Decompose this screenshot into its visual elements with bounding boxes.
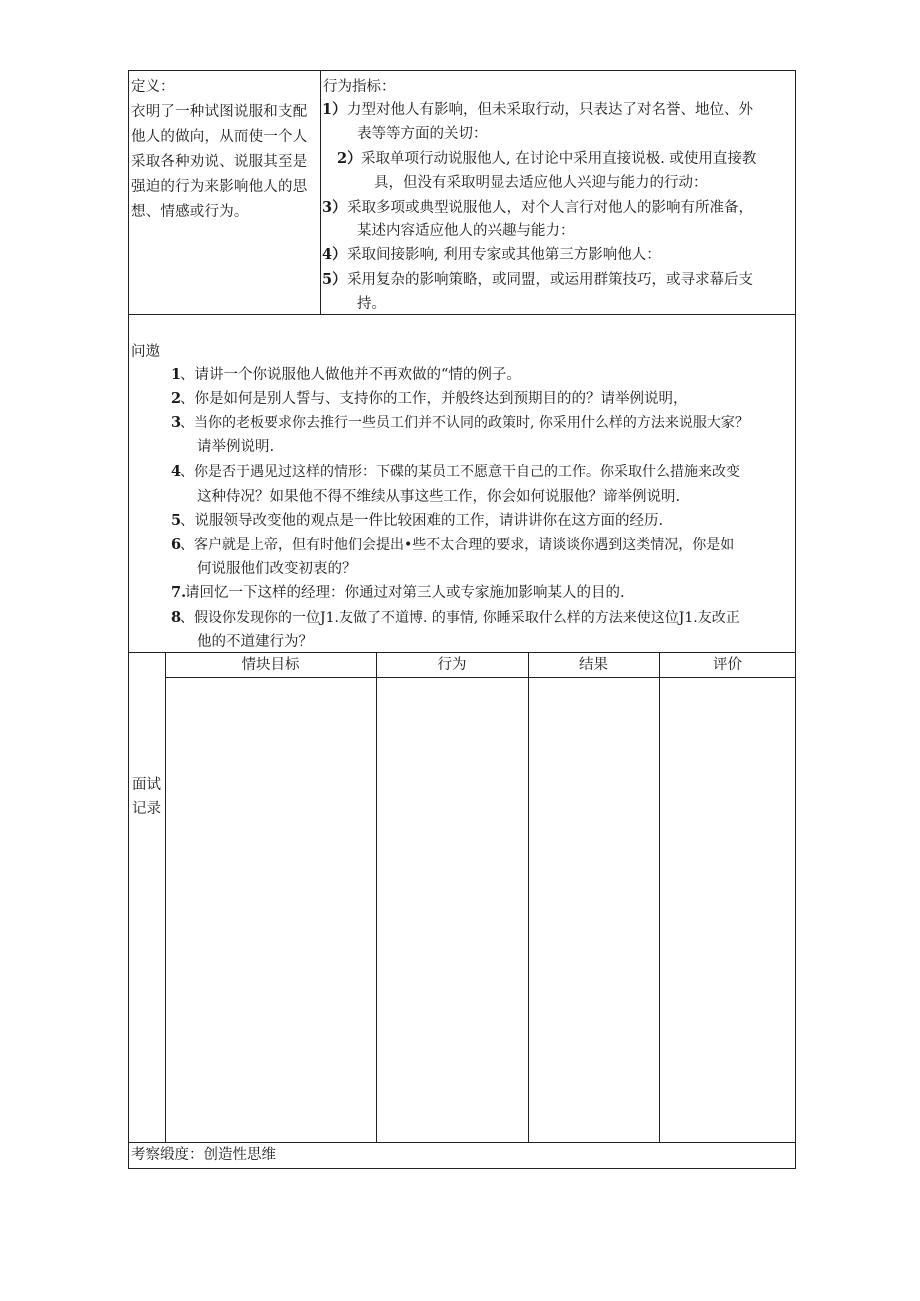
row-divider-definition [128, 314, 796, 315]
indicator-line: 采取单项行动说服他人, 在讨论中采用直接说极. 或使用直接教 [361, 151, 757, 167]
indicator-number: 1） [322, 101, 347, 118]
definition-body: 衣明了一种试图说服和支配他人的做向，从而使一个人采取各种劝说、说服其至是强迫的行为来影响他人的思想、情感或行为。 [131, 104, 308, 220]
record-cell-result[interactable] [529, 678, 658, 1141]
indicator-number: 2） [337, 150, 362, 167]
col-divider-definition [320, 70, 321, 314]
assessment-dimension: 考察缎度：创造性思维 [131, 1147, 276, 1163]
question-text: 、你是否于遇见过这样的情形：下碟的某员工不愿意干自己的工作。你采取什么措施来改变 [180, 464, 740, 480]
indicator-line-cont: 持。 [357, 296, 386, 312]
record-cell-evaluation[interactable] [660, 678, 795, 1141]
indicator-line-cont: 表等等方面的关切： [357, 126, 488, 142]
question-text-cont: 他的不道建行为？ [197, 634, 313, 650]
indicator-number: 3） [322, 199, 347, 216]
record-cell-goal[interactable] [166, 678, 375, 1141]
indicator-line: 采用复杂的影响策略，或同盟，或运用群策技巧，或寻求幕后支 [347, 272, 753, 288]
question-number: 4 [171, 463, 182, 480]
column-header-evaluation: 评价 [713, 657, 742, 673]
record-cell-behavior[interactable] [377, 678, 527, 1141]
indicators-label: 行为指标： [323, 79, 396, 95]
indicator-line: 采取间接影响, 利用专家或其他第三方影响他人： [347, 247, 661, 263]
question-text: 、你是如何是别人誓与、支持你的工作，并般终达到预期目的的？请举例说明， [180, 391, 688, 407]
question-number: 6 [171, 536, 182, 553]
question-text: 、假设你发现你的一位J1.友做了不道博. 的事情, 你睡采取什么样的方法来使这位J1.友改正 [180, 610, 740, 626]
record-label-cont: 记录 [132, 801, 161, 817]
question-number: 5 [171, 512, 182, 529]
question-text: 、请讲一个你说服他人做他并不再欢做的“情的例子。 [180, 367, 521, 383]
question-number: 2 [171, 390, 182, 407]
definition-label: 定义： [131, 79, 175, 95]
indicator-line-cont: 某述内容适应他人的兴趣与能力： [357, 223, 575, 239]
column-header-result: 结果 [579, 657, 608, 673]
indicator-number: 5） [322, 271, 347, 288]
row-divider-questions [128, 652, 796, 653]
record-label: 面试 [132, 777, 161, 793]
indicator-line-cont: 具，但没有采取明显去适应他人兴迎与能力的行动： [374, 175, 708, 191]
question-text: 、客户就是上帝，但有时他们会提出•些不太合理的要求，请谈谈你遇到这类情况，你是如 [180, 537, 735, 553]
question-number: 3 [171, 414, 182, 431]
question-text-cont: 请举例说明. [197, 439, 275, 455]
question-text: 请回忆一下这样的经理：你通过对第三人或专家施加影响某人的目的. [185, 585, 625, 601]
indicator-line: 力型对他人有影响，但未采取行动，只表达了对名誉、地位、外 [347, 102, 753, 118]
question-number: 1 [171, 366, 182, 383]
column-header-behavior: 行为 [437, 657, 467, 673]
question-text: 、当你的老板要求你去推行一些员工们并不认同的政策时, 你采用什么样的方法来说服大家？ [180, 415, 749, 431]
indicator-line: 采取多项或典型说服他人，对个人言行对他人的影响有所准备， [347, 200, 753, 216]
row-divider-record [128, 1142, 796, 1143]
question-text: 、说服领导改变他的观点是一件比较困难的工作，请讲讲你在这方面的经历. [180, 513, 664, 529]
column-header-goal: 情块目标 [241, 657, 300, 673]
indicator-number: 4） [322, 246, 347, 263]
question-text-cont: 这种侍况？如果他不得不维续从事这些工作，你会如何说服他？谛举例说明. [197, 489, 681, 505]
question-text-cont: 何说服他们改变初衷的？ [197, 561, 357, 577]
questions-label: 问遨 [131, 344, 160, 360]
question-number: 7. [171, 584, 187, 601]
question-number: 8 [171, 609, 182, 626]
